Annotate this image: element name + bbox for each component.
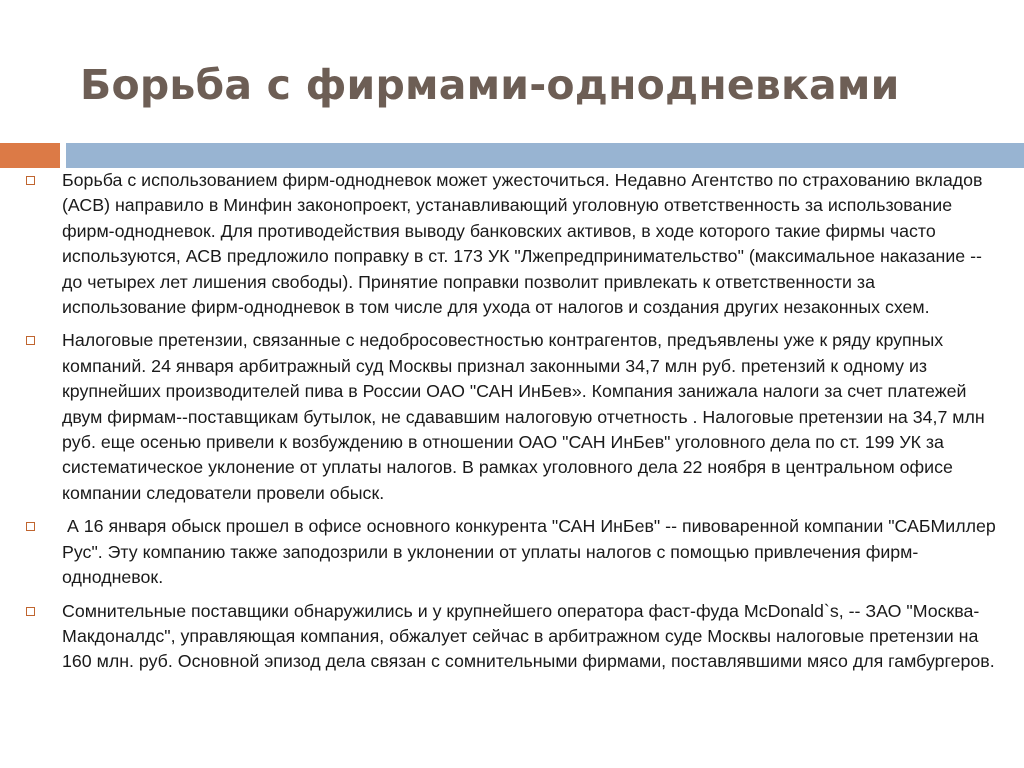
accent-bar-blue	[66, 143, 1024, 168]
list-item	[26, 514, 1001, 590]
list-item	[26, 599, 1001, 675]
square-bullet-icon	[26, 176, 35, 185]
list-item	[26, 168, 1001, 320]
list-item-text: А 16 января обыск прошел в офисе основного конкурента "САН ИнБев" -- пивоваренной компании "САБМиллер Рус". Эту компанию также заподозрили в уклонении от уплаты налогов с помощью привлечения фирм-однодневок.	[62, 516, 1001, 588]
accent-bar-orange	[0, 143, 60, 168]
list-item	[26, 328, 1001, 506]
square-bullet-icon	[26, 522, 35, 531]
list-item-text: Налоговые претензии, связанные с недобросовестностью контрагентов, предъявлены уже к ряду крупных компаний. 24 января арбитражный суд Москвы признал законными 34,7 млн руб. претензий к одному из крупнейших производителей пива в России ОАО "САН ИнБев». Компания занижала налоги за счет платежей двум фирмам--поставщикам бутылок, не сдававшим налоговую отчетность . Налоговые претензии на 34,7 млн руб. еще осенью привели к возбуждению в отношении ОАО "САН ИнБев" уголовного дела по ст. 199 УК за систематическое уклонение от уплаты налогов. В рамках уголовного дела 22 ноября в центральном офисе компании следователи провели обыск.	[62, 330, 985, 503]
square-bullet-icon	[26, 607, 35, 616]
slide-title: Борьба с фирмами-однодневками	[80, 61, 900, 109]
bullet-list	[26, 168, 1001, 764]
square-bullet-icon	[26, 336, 35, 345]
list-item-text: Борьба с использованием фирм-однодневок может ужесточиться. Недавно Агентство по страхованию вкладов (АСВ) направило в Минфин законопроект, устанавливающий уголовную ответственность за использование фирм-однодневок. Для противодействия выводу банковских активов, в ходе которого такие фирмы часто используются, АСВ предложило поправку в ст. 173 УК "Лжепредпринимательство" (максимальное наказание -- до четырех лет лишения свободы). Принятие поправки позволит привлекать к ответственности за использование фирм-однодневок в том числе для ухода от налогов и создания других незаконных схем.	[62, 170, 983, 318]
list-item-text: Сомнительные поставщики обнаружились и у крупнейшего оператора фаст-фуда McDonald`s, -- ЗАО "Москва-Макдоналдс", управляющая компания, обжалует сейчас в арбитражном суде Москвы налоговые претензии на 160 млн. руб. Основной эпизод дела связан с сомнительными фирмами, поставлявшими мясо для гамбургеров.	[62, 600, 995, 672]
